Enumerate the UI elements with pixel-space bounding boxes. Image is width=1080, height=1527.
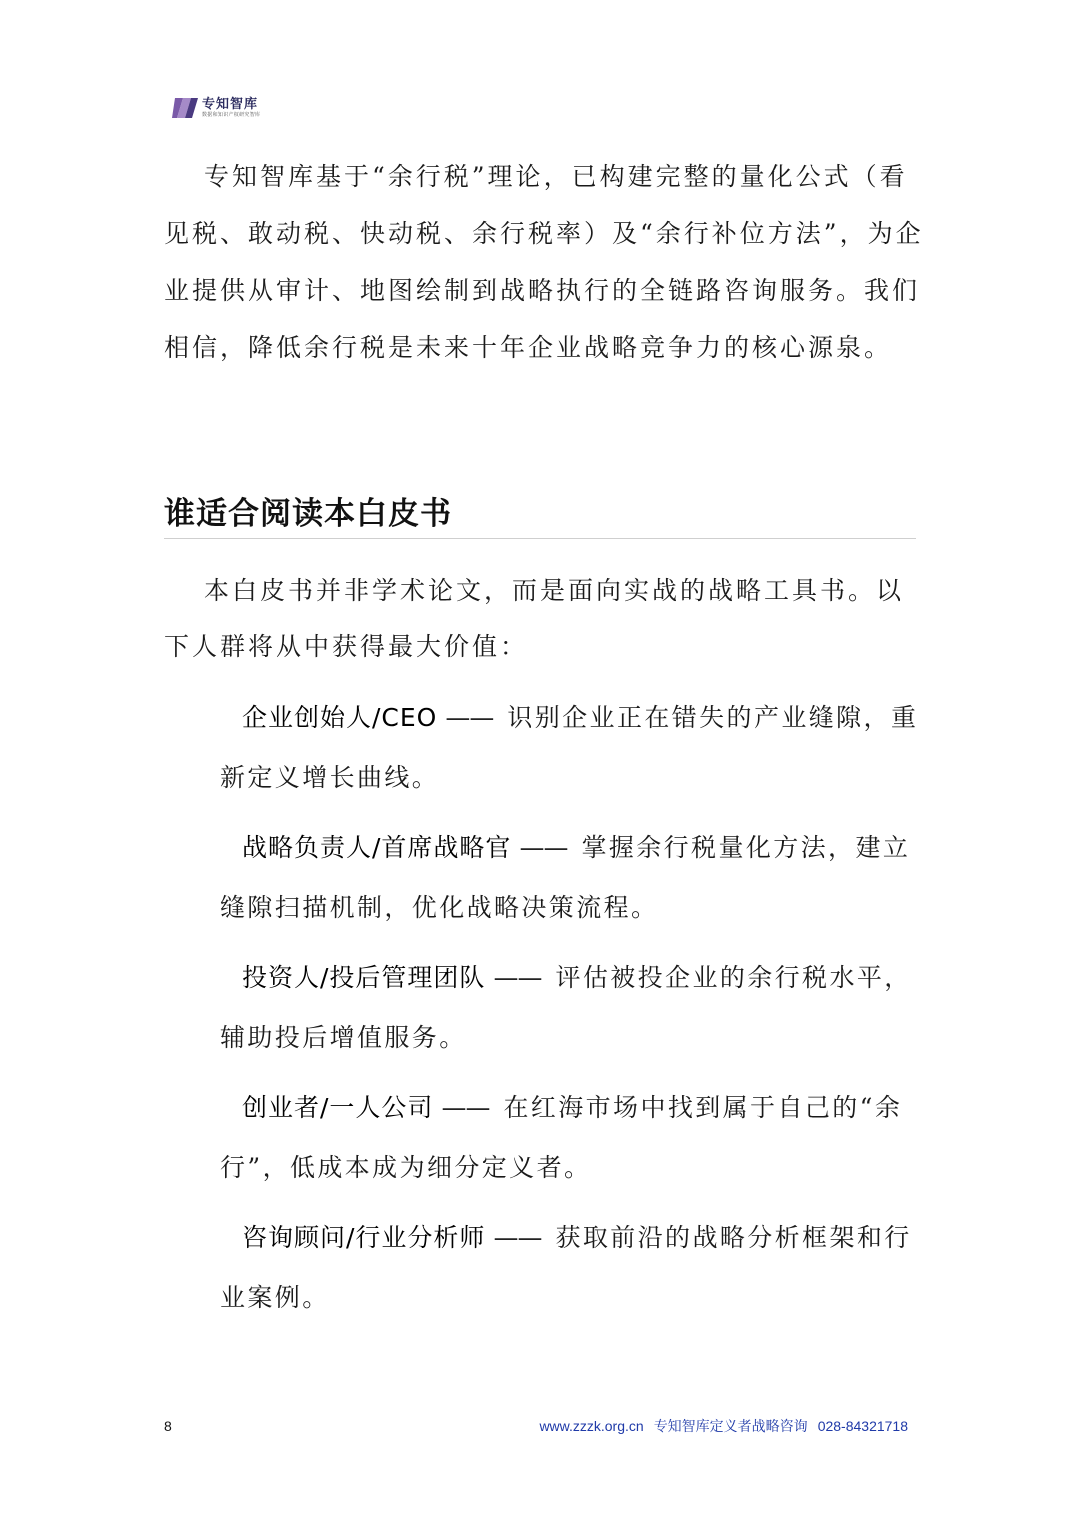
logo-tagline: 数据和知识产权研究智库 [202, 111, 261, 118]
audience-role: 企业创始人/CEO [242, 703, 438, 732]
intro-section [164, 148, 924, 376]
section-title: 谁适合阅读本白皮书 [164, 496, 452, 532]
audience-list [220, 688, 920, 1338]
audience-item [220, 948, 920, 1068]
footer-website-link[interactable]: www.zzzk.org.cn [539, 1418, 644, 1434]
audience-role: 投资人/投后管理团队 [242, 963, 486, 992]
audience-item [220, 688, 920, 808]
section-divider [164, 538, 916, 539]
header-logo [172, 96, 260, 120]
em-dash: —— [493, 1223, 542, 1252]
audience-desc: 识别企业正在错失的产业缝隙，重新定义增长曲线。 [220, 703, 919, 792]
audience-role: 咨询顾问/行业分析师 [242, 1223, 486, 1252]
footer-contact [529, 1416, 908, 1436]
audience-item [220, 1208, 920, 1328]
audience-desc: 评估被投企业的余行税水平，辅助投后增值服务。 [220, 963, 912, 1052]
audience-role: 战略负责人/首席战略官 [242, 833, 512, 862]
audience-desc: 获取前沿的战略分析框架和行业案例。 [220, 1223, 912, 1312]
page-number: 8 [164, 1418, 172, 1434]
zzk-logo-icon [172, 96, 198, 120]
em-dash: —— [445, 703, 494, 732]
logo-name: 专知智库 [202, 96, 259, 112]
audience-item [220, 1078, 920, 1198]
audience-desc: 掌握余行税量化方法，建立缝隙扫描机制，优化战略决策流程。 [220, 833, 911, 922]
footer-phone: 028-84321718 [817, 1418, 908, 1434]
em-dash: —— [519, 833, 568, 862]
audience-role: 创业者/一人公司 [242, 1093, 434, 1122]
em-dash: —— [493, 963, 542, 992]
intro-paragraph: 专知智库基于“余行税”理论，已构建完整的量化公式（看见税、敢动税、快动税、余行税率）及“余行补位方法”，为企业提供从审计、地图绘制到战略执行的全链路咨询服务。我们相信，降低余行税是未来十年企业战略竞争力的核心源泉。 [164, 162, 924, 362]
em-dash: —— [441, 1093, 490, 1122]
audience-item [220, 818, 920, 938]
audience-desc: 在红海市场中找到属于自己的“余行”，低成本成为细分定义者。 [220, 1093, 903, 1182]
section-lead: 本白皮书并非学术论文，而是面向实战的战略工具书。以下人群将从中获得最大价值： [164, 576, 905, 661]
footer-slogan: 专知智库定义者战略咨询 [653, 1418, 808, 1434]
